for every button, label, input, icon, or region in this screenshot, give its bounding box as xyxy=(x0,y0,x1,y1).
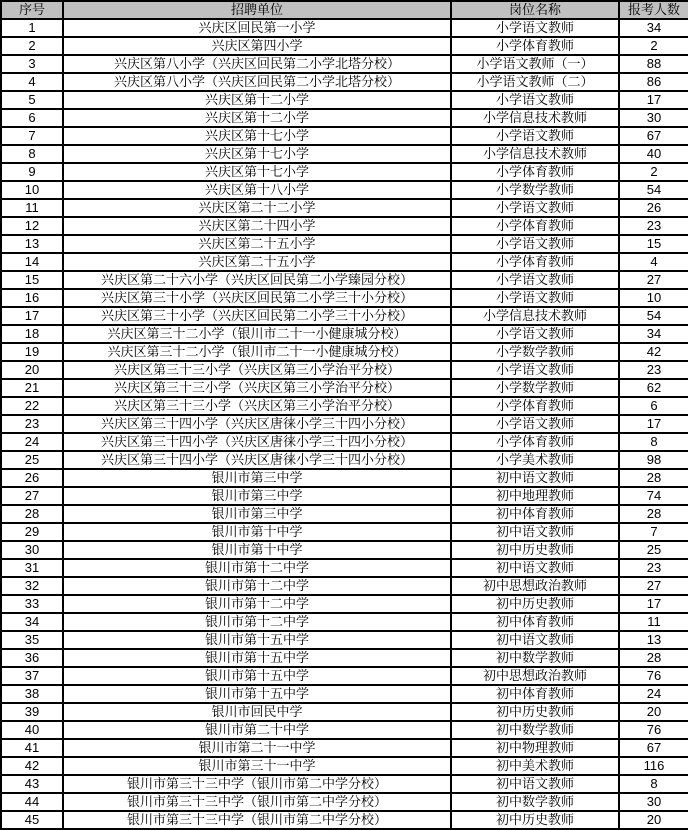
table-body xyxy=(1,19,688,829)
table-row xyxy=(1,379,688,397)
cell-count: 13 xyxy=(619,631,688,649)
cell-position: 小学语文教师 xyxy=(451,325,619,343)
cell-unit: 银川市第三十三中学（银川市第二中学分校） xyxy=(63,775,451,793)
cell-position: 小学语文教师（二） xyxy=(451,73,619,91)
cell-no: 5 xyxy=(1,91,63,109)
cell-unit: 兴庆区第二十六小学（兴庆区回民第二小学臻园分校） xyxy=(63,271,451,289)
cell-position: 初中美术教师 xyxy=(451,757,619,775)
table-row xyxy=(1,271,688,289)
cell-unit: 兴庆区第三十三小学（兴庆区第三小学治平分校） xyxy=(63,361,451,379)
cell-unit: 银川市第三十三中学（银川市第二中学分校） xyxy=(63,793,451,811)
cell-unit: 银川市第十五中学 xyxy=(63,649,451,667)
cell-position: 初中历史教师 xyxy=(451,703,619,721)
cell-position: 小学语文教师（一） xyxy=(451,55,619,73)
cell-count: 54 xyxy=(619,181,688,199)
cell-count: 62 xyxy=(619,379,688,397)
cell-count: 2 xyxy=(619,163,688,181)
cell-count: 98 xyxy=(619,451,688,469)
table-row xyxy=(1,415,688,433)
table-row xyxy=(1,631,688,649)
table-row xyxy=(1,307,688,325)
cell-no: 12 xyxy=(1,217,63,235)
cell-no: 17 xyxy=(1,307,63,325)
table-row xyxy=(1,811,688,829)
cell-unit: 兴庆区第十二小学 xyxy=(63,91,451,109)
table-row xyxy=(1,739,688,757)
cell-count: 8 xyxy=(619,775,688,793)
column-header-count: 报考人数 xyxy=(619,1,688,19)
cell-position: 小学语文教师 xyxy=(451,271,619,289)
cell-no: 26 xyxy=(1,469,63,487)
cell-position: 小学体育教师 xyxy=(451,37,619,55)
cell-position: 初中数学教师 xyxy=(451,649,619,667)
cell-count: 10 xyxy=(619,289,688,307)
cell-position: 初中体育教师 xyxy=(451,613,619,631)
cell-no: 37 xyxy=(1,667,63,685)
cell-position: 小学语文教师 xyxy=(451,361,619,379)
table-row xyxy=(1,127,688,145)
cell-unit: 银川市第十五中学 xyxy=(63,667,451,685)
cell-no: 11 xyxy=(1,199,63,217)
cell-unit: 兴庆区第八小学（兴庆区回民第二小学北塔分校） xyxy=(63,55,451,73)
cell-position: 小学语文教师 xyxy=(451,415,619,433)
cell-position: 小学体育教师 xyxy=(451,397,619,415)
cell-position: 小学语文教师 xyxy=(451,199,619,217)
table-row xyxy=(1,163,688,181)
cell-unit: 银川市第二十中学 xyxy=(63,721,451,739)
cell-no: 35 xyxy=(1,631,63,649)
table-row xyxy=(1,469,688,487)
cell-count: 54 xyxy=(619,307,688,325)
cell-count: 17 xyxy=(619,91,688,109)
cell-position: 小学体育教师 xyxy=(451,433,619,451)
table-row xyxy=(1,37,688,55)
cell-count: 26 xyxy=(619,199,688,217)
cell-count: 20 xyxy=(619,811,688,829)
cell-count: 30 xyxy=(619,793,688,811)
cell-count: 67 xyxy=(619,127,688,145)
cell-no: 28 xyxy=(1,505,63,523)
cell-unit: 兴庆区第三十四小学（兴庆区唐徕小学三十四小分校） xyxy=(63,433,451,451)
cell-no: 22 xyxy=(1,397,63,415)
table-row xyxy=(1,397,688,415)
table-row xyxy=(1,757,688,775)
cell-position: 初中历史教师 xyxy=(451,595,619,613)
cell-count: 28 xyxy=(619,469,688,487)
cell-unit: 兴庆区第三十二小学（银川市二十一小健康城分校） xyxy=(63,325,451,343)
cell-position: 小学信息技术教师 xyxy=(451,307,619,325)
cell-no: 10 xyxy=(1,181,63,199)
cell-position: 小学语文教师 xyxy=(451,91,619,109)
cell-unit: 兴庆区第十七小学 xyxy=(63,127,451,145)
cell-unit: 银川市第三十一中学 xyxy=(63,757,451,775)
cell-unit: 兴庆区第十七小学 xyxy=(63,145,451,163)
cell-position: 初中语文教师 xyxy=(451,469,619,487)
cell-no: 8 xyxy=(1,145,63,163)
cell-position: 初中历史教师 xyxy=(451,541,619,559)
cell-unit: 兴庆区第三十三小学（兴庆区第三小学治平分校） xyxy=(63,379,451,397)
cell-count: 17 xyxy=(619,415,688,433)
table-row xyxy=(1,55,688,73)
cell-count: 34 xyxy=(619,19,688,37)
table-row xyxy=(1,613,688,631)
table-row xyxy=(1,685,688,703)
cell-unit: 兴庆区第二十五小学 xyxy=(63,235,451,253)
cell-count: 86 xyxy=(619,73,688,91)
cell-count: 27 xyxy=(619,271,688,289)
table-row xyxy=(1,253,688,271)
cell-unit: 兴庆区第三十四小学（兴庆区唐徕小学三十四小分校） xyxy=(63,451,451,469)
cell-no: 44 xyxy=(1,793,63,811)
cell-no: 13 xyxy=(1,235,63,253)
table-row xyxy=(1,523,688,541)
cell-no: 14 xyxy=(1,253,63,271)
cell-unit: 兴庆区第八小学（兴庆区回民第二小学北塔分校） xyxy=(63,73,451,91)
cell-position: 小学数学教师 xyxy=(451,181,619,199)
cell-unit: 兴庆区第二十四小学 xyxy=(63,217,451,235)
cell-count: 28 xyxy=(619,505,688,523)
cell-no: 1 xyxy=(1,19,63,37)
table-row xyxy=(1,235,688,253)
cell-no: 6 xyxy=(1,109,63,127)
table-row xyxy=(1,793,688,811)
cell-no: 9 xyxy=(1,163,63,181)
cell-position: 初中体育教师 xyxy=(451,685,619,703)
cell-unit: 银川市第十二中学 xyxy=(63,595,451,613)
cell-no: 41 xyxy=(1,739,63,757)
table-row xyxy=(1,703,688,721)
cell-count: 8 xyxy=(619,433,688,451)
table-row xyxy=(1,721,688,739)
column-header-unit: 招聘单位 xyxy=(63,1,451,19)
cell-unit: 兴庆区第十七小学 xyxy=(63,163,451,181)
cell-count: 15 xyxy=(619,235,688,253)
cell-no: 31 xyxy=(1,559,63,577)
cell-no: 25 xyxy=(1,451,63,469)
cell-unit: 兴庆区第三十四小学（兴庆区唐徕小学三十四小分校） xyxy=(63,415,451,433)
cell-no: 36 xyxy=(1,649,63,667)
table-row xyxy=(1,73,688,91)
cell-position: 初中语文教师 xyxy=(451,523,619,541)
cell-count: 17 xyxy=(619,595,688,613)
cell-no: 16 xyxy=(1,289,63,307)
cell-count: 20 xyxy=(619,703,688,721)
cell-no: 30 xyxy=(1,541,63,559)
table-row xyxy=(1,667,688,685)
cell-count: 67 xyxy=(619,739,688,757)
cell-count: 23 xyxy=(619,361,688,379)
cell-unit: 银川市第十二中学 xyxy=(63,613,451,631)
cell-unit: 银川市第三中学 xyxy=(63,505,451,523)
cell-no: 32 xyxy=(1,577,63,595)
cell-no: 23 xyxy=(1,415,63,433)
cell-position: 小学语文教师 xyxy=(451,289,619,307)
table-row xyxy=(1,199,688,217)
cell-unit: 银川市第十中学 xyxy=(63,523,451,541)
cell-count: 23 xyxy=(619,559,688,577)
cell-count: 28 xyxy=(619,649,688,667)
cell-count: 74 xyxy=(619,487,688,505)
cell-count: 76 xyxy=(619,667,688,685)
cell-no: 34 xyxy=(1,613,63,631)
table-row xyxy=(1,577,688,595)
table-row xyxy=(1,181,688,199)
table-row xyxy=(1,595,688,613)
cell-unit: 银川市回民中学 xyxy=(63,703,451,721)
cell-unit: 兴庆区第二十二小学 xyxy=(63,199,451,217)
cell-unit: 银川市第十五中学 xyxy=(63,685,451,703)
cell-count: 25 xyxy=(619,541,688,559)
cell-count: 40 xyxy=(619,145,688,163)
cell-position: 初中数学教师 xyxy=(451,721,619,739)
cell-unit: 兴庆区第四小学 xyxy=(63,37,451,55)
cell-no: 27 xyxy=(1,487,63,505)
cell-position: 小学体育教师 xyxy=(451,163,619,181)
cell-no: 33 xyxy=(1,595,63,613)
cell-unit: 兴庆区回民第一小学 xyxy=(63,19,451,37)
cell-count: 116 xyxy=(619,757,688,775)
cell-unit: 银川市第三十三中学（银川市第二中学分校） xyxy=(63,811,451,829)
cell-count: 4 xyxy=(619,253,688,271)
cell-unit: 银川市第三中学 xyxy=(63,469,451,487)
cell-unit: 银川市第十二中学 xyxy=(63,577,451,595)
cell-count: 11 xyxy=(619,613,688,631)
table-row xyxy=(1,325,688,343)
cell-unit: 银川市第十中学 xyxy=(63,541,451,559)
cell-position: 小学美术教师 xyxy=(451,451,619,469)
cell-no: 42 xyxy=(1,757,63,775)
cell-count: 42 xyxy=(619,343,688,361)
cell-count: 88 xyxy=(619,55,688,73)
cell-unit: 兴庆区第三十三小学（兴庆区第三小学治平分校） xyxy=(63,397,451,415)
cell-position: 小学语文教师 xyxy=(451,235,619,253)
cell-count: 2 xyxy=(619,37,688,55)
cell-unit: 银川市第十五中学 xyxy=(63,631,451,649)
table-row xyxy=(1,361,688,379)
cell-position: 小学体育教师 xyxy=(451,253,619,271)
table-row xyxy=(1,433,688,451)
cell-no: 38 xyxy=(1,685,63,703)
cell-no: 40 xyxy=(1,721,63,739)
table-row xyxy=(1,487,688,505)
cell-position: 初中语文教师 xyxy=(451,559,619,577)
cell-no: 2 xyxy=(1,37,63,55)
cell-position: 初中数学教师 xyxy=(451,793,619,811)
column-header-no: 序号 xyxy=(1,1,63,19)
cell-no: 18 xyxy=(1,325,63,343)
cell-position: 小学信息技术教师 xyxy=(451,109,619,127)
cell-position: 初中思想政治教师 xyxy=(451,667,619,685)
cell-count: 6 xyxy=(619,397,688,415)
header-row xyxy=(1,1,688,19)
cell-no: 20 xyxy=(1,361,63,379)
cell-no: 15 xyxy=(1,271,63,289)
table-row xyxy=(1,451,688,469)
table-row xyxy=(1,19,688,37)
cell-position: 初中地理教师 xyxy=(451,487,619,505)
cell-unit: 兴庆区第三十二小学（银川市二十一小健康城分校） xyxy=(63,343,451,361)
cell-no: 39 xyxy=(1,703,63,721)
cell-count: 34 xyxy=(619,325,688,343)
cell-position: 小学体育教师 xyxy=(451,217,619,235)
cell-no: 21 xyxy=(1,379,63,397)
cell-no: 7 xyxy=(1,127,63,145)
cell-unit: 兴庆区第二十五小学 xyxy=(63,253,451,271)
cell-count: 24 xyxy=(619,685,688,703)
cell-unit: 兴庆区第十八小学 xyxy=(63,181,451,199)
cell-no: 43 xyxy=(1,775,63,793)
cell-position: 小学语文教师 xyxy=(451,19,619,37)
cell-position: 初中思想政治教师 xyxy=(451,577,619,595)
cell-position: 初中历史教师 xyxy=(451,811,619,829)
table-row xyxy=(1,541,688,559)
table-row xyxy=(1,91,688,109)
cell-position: 小学信息技术教师 xyxy=(451,145,619,163)
cell-position: 初中语文教师 xyxy=(451,775,619,793)
cell-no: 3 xyxy=(1,55,63,73)
cell-no: 45 xyxy=(1,811,63,829)
table-row xyxy=(1,109,688,127)
cell-no: 19 xyxy=(1,343,63,361)
cell-unit: 银川市第二十一中学 xyxy=(63,739,451,757)
cell-position: 小学数学教师 xyxy=(451,379,619,397)
table-row xyxy=(1,559,688,577)
column-header-position: 岗位名称 xyxy=(451,1,619,19)
table-row xyxy=(1,289,688,307)
table-header xyxy=(1,1,688,19)
cell-position: 小学语文教师 xyxy=(451,127,619,145)
cell-no: 4 xyxy=(1,73,63,91)
cell-unit: 兴庆区第三十小学（兴庆区回民第二小学三十小分校） xyxy=(63,289,451,307)
table-row xyxy=(1,775,688,793)
cell-position: 初中物理教师 xyxy=(451,739,619,757)
cell-unit: 银川市第三中学 xyxy=(63,487,451,505)
table-row xyxy=(1,217,688,235)
cell-count: 27 xyxy=(619,577,688,595)
cell-count: 30 xyxy=(619,109,688,127)
cell-unit: 银川市第十二中学 xyxy=(63,559,451,577)
cell-unit: 兴庆区第三十小学（兴庆区回民第二小学三十小分校） xyxy=(63,307,451,325)
cell-position: 初中语文教师 xyxy=(451,631,619,649)
table-row xyxy=(1,145,688,163)
table-row xyxy=(1,505,688,523)
cell-count: 7 xyxy=(619,523,688,541)
cell-position: 初中体育教师 xyxy=(451,505,619,523)
cell-count: 76 xyxy=(619,721,688,739)
table-row xyxy=(1,343,688,361)
table-row xyxy=(1,649,688,667)
cell-position: 小学数学教师 xyxy=(451,343,619,361)
cell-count: 23 xyxy=(619,217,688,235)
cell-no: 29 xyxy=(1,523,63,541)
cell-unit: 兴庆区第十二小学 xyxy=(63,109,451,127)
cell-no: 24 xyxy=(1,433,63,451)
